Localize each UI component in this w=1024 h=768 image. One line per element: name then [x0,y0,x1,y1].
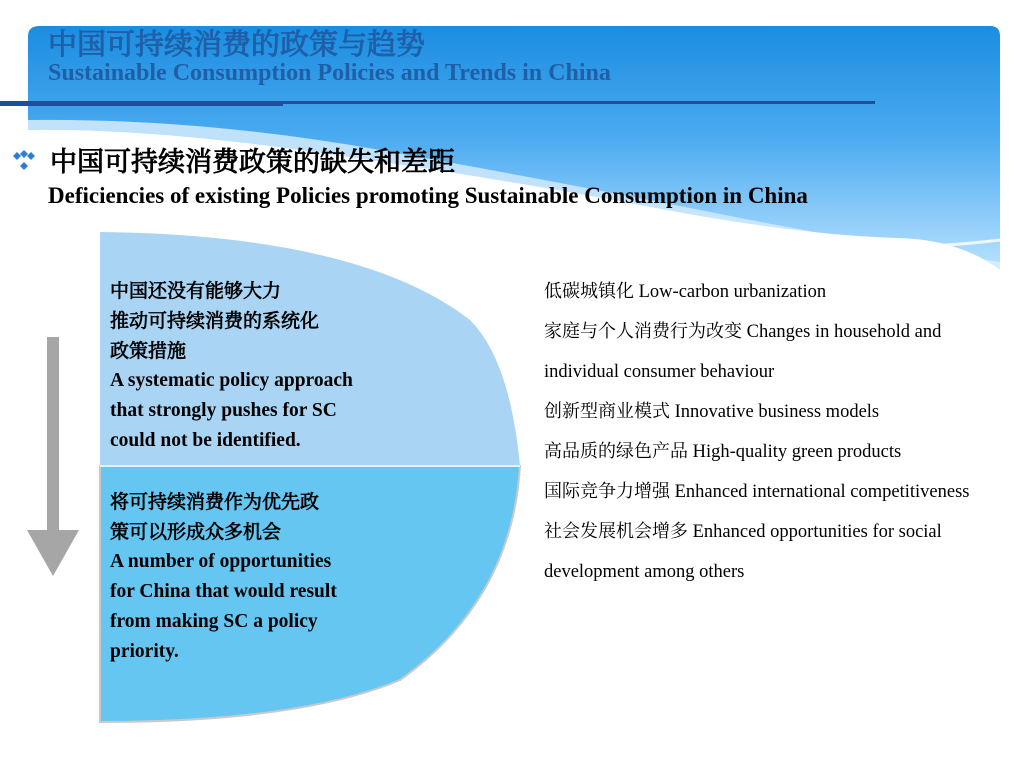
down-arrow-icon [27,337,79,576]
box-text-en: A systematic policy approach that strongly pushes for SC could not be identified. [110,370,353,451]
box-text-cn: 中国还没有能够大力 推动可持续消费的系统化 政策措施 [110,280,320,362]
box-text-cn: 将可持续消费作为优先政 策可以形成众多机会 [110,491,320,543]
section-heading-cn: 中国可持续消费政策的缺失和差距 [50,147,455,178]
list-item: 高品质的绿色产品 High-quality green products [544,441,902,462]
list-item: 创新型商业模式 Innovative business models [544,401,880,422]
slide-title-cn: 中国可持续消费的政策与趋势 [48,27,426,61]
opportunity-list [544,272,1004,592]
slide-title-en: Sustainable Consumption Policies and Trends in China [48,60,611,86]
box-no-systematic-approach [110,276,440,456]
box-opportunities [110,487,430,667]
box-text-en: A number of opportunities for China that would result from making SC a policy priority. [110,551,337,662]
list-item: 社会发展机会增多 Enhanced opportunities for social development among others [544,521,942,582]
diamond-bullet-icon [10,150,38,170]
title-rule-dark [0,101,283,106]
title-rule-light [283,101,875,104]
list-item: 家庭与个人消费行为改变 Changes in household and individual consumer behaviour [544,321,942,382]
section-heading-en: Deficiencies of existing Policies promoting Sustainable Consumption in China [48,183,808,208]
list-item: 国际竞争力增强 Enhanced international competitiveness [544,481,970,502]
list-item: 低碳城镇化 Low-carbon urbanization [544,281,827,302]
